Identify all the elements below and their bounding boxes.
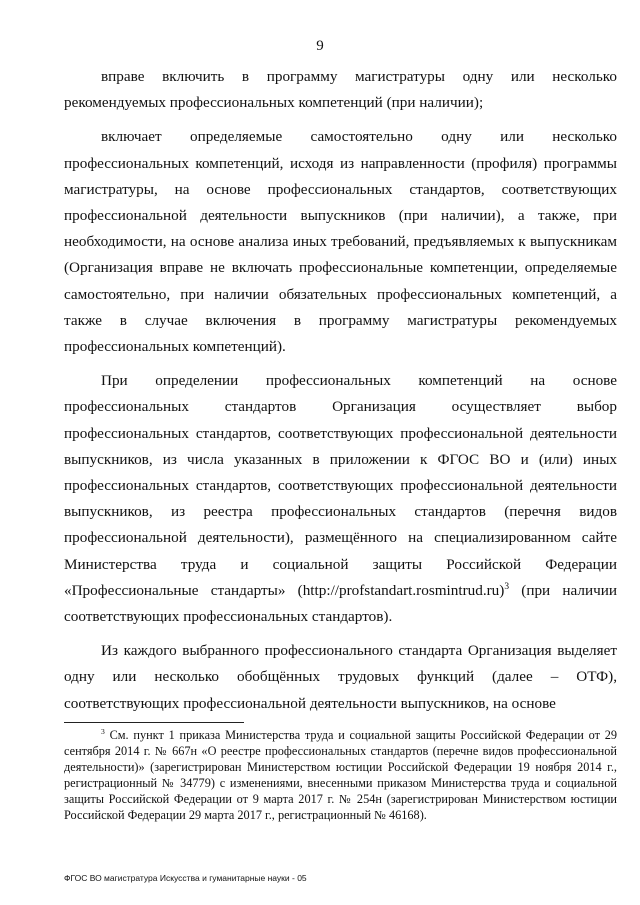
footnote bbox=[64, 728, 617, 823]
paragraph-standards-selection-tail: (при наличии соответствующих профессиональных стандартов). bbox=[64, 581, 617, 626]
footnote-divider bbox=[64, 722, 244, 723]
paragraph-self-defined-competencies: включает определяемые самостоятельно одну или несколько профессиональных компетенций, исходя из направленности (профиля) программы магистратуры, на основе профессиональных стандартов, соответствующих профессиональной деятельности выпускников (при наличии), а также, при необходимости, на основе анализа иных требований, предъявляемых к выпускникам (Организация вправе не включать профессиональные компетенции, определяемые самостоятельно, при наличии обязательных профессиональных компетенций, а также в случае включения в программу магистратуры рекомендуемых профессиональных компетенций). bbox=[64, 128, 617, 356]
paragraph-standards-selection bbox=[64, 368, 617, 630]
footnote-text: См. пункт 1 приказа Министерства труда и социальной защиты Российской Федерации от 29 сентября 2014 г. № 667н «О реестре профессиональных стандартов (перечне видов профессиональной деятельности)» (зарегистрирован Министерством юстиции Российской Федерации 19 ноября 2014 г., регистрационный № 34779) с изменениями, внесенными приказом Министерства труда и социальной защиты Российской Федерации от 9 марта 2017 г. № 254н (зарегистрирован Министерством юстиции Российской Федерации 29 марта 2017 г., регистрационный № 46168). bbox=[64, 728, 617, 822]
footnote-reference: 3 bbox=[504, 581, 510, 592]
page-number: 9 bbox=[316, 38, 324, 54]
footnote-marker: 3 bbox=[101, 726, 105, 736]
paragraph-standards-selection-text: При определении профессиональных компетенций на основе профессиональных стандартов Организация осуществляет выбор профессиональных стандартов, соответствующих профессиональной деятельности выпускников, из числа указанных в приложении к ФГОС ВО и (или) иных профессиональных стандартов, соответствующих профессиональной деятельности выпускников, из реестра профессиональных стандартов (перечня видов профессиональной деятельности), размещённого на специализированном сайте Министерства труда и социальной защиты Российской Федерации «Профессиональные стандарты» (http://profstandart.rosmintrud.ru) bbox=[64, 372, 617, 599]
paragraph-recommended-competencies: вправе включить в программу магистратуры одну или несколько рекомендуемых профессиональных компетенций (при наличии); bbox=[64, 68, 617, 112]
body-text bbox=[64, 64, 617, 725]
page-footer: ФГОС ВО магистратура Искусства и гуманитарные науки - 05 bbox=[64, 873, 307, 883]
paragraph-generalized-functions: Из каждого выбранного профессионального стандарта Организация выделяет одну или несколько обобщённых трудовых функций (далее – ОТФ), соответствующих профессиональной деятельности выпускников, на основе bbox=[64, 642, 617, 712]
